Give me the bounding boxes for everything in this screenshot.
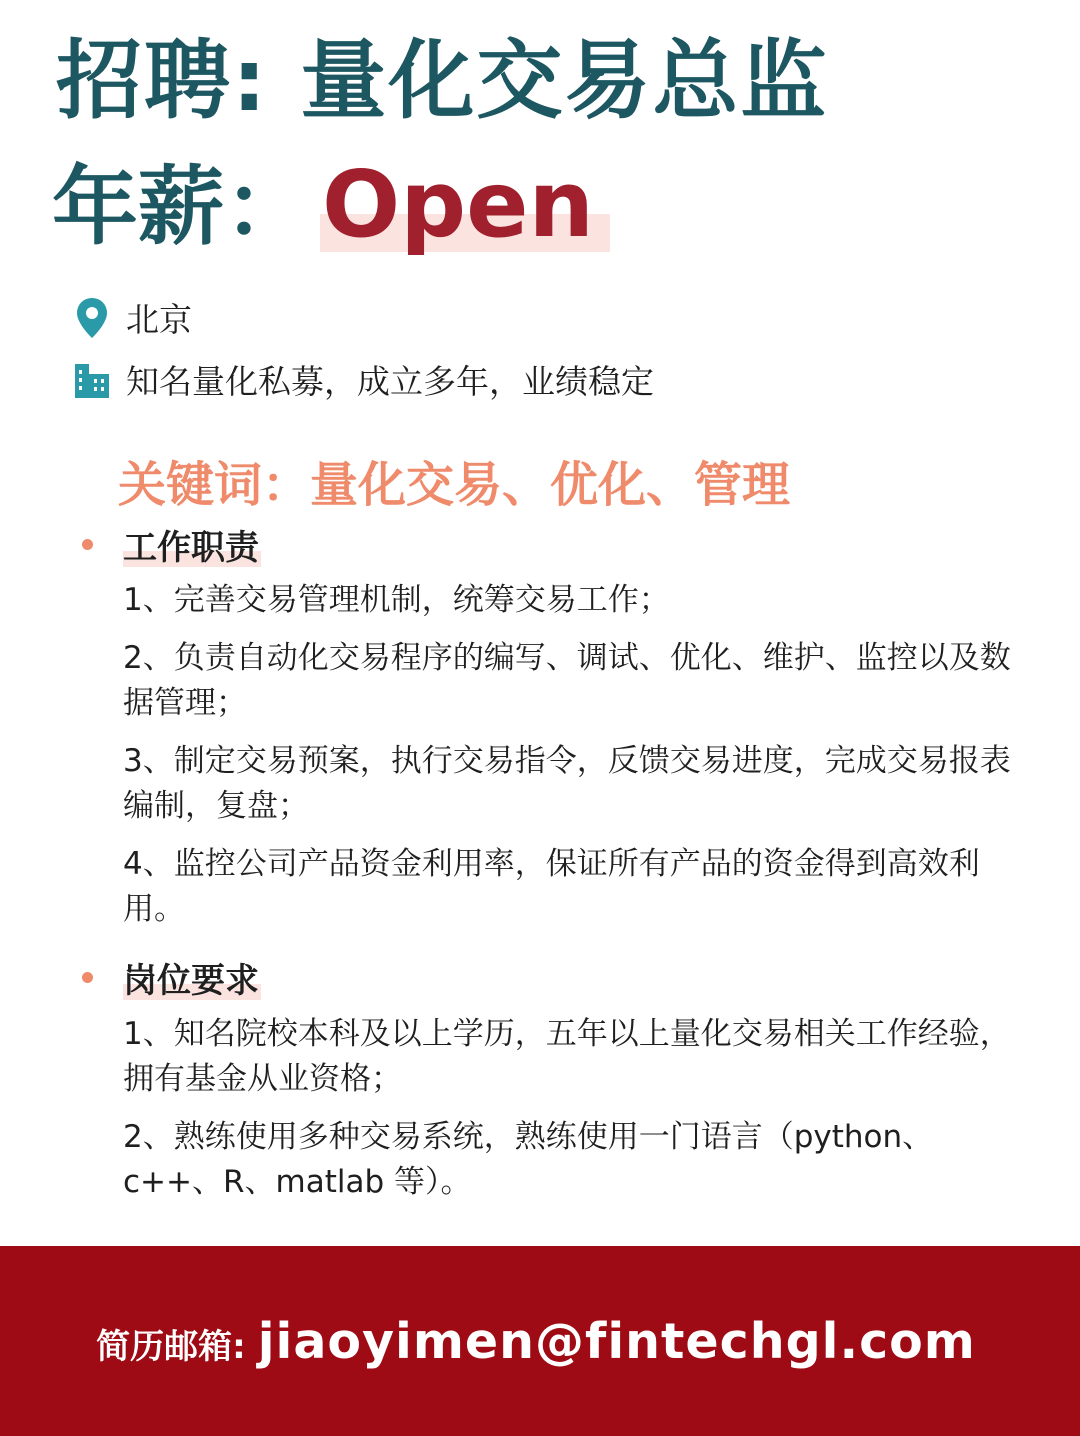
location-text: 北京: [126, 300, 192, 339]
list-item: 1、完善交易管理机制，统筹交易工作；: [123, 582, 670, 618]
list-item: 2、负责自动化交易程序的编写、调试、优化、维护、监控以及数据管理；: [123, 640, 1011, 721]
list-item: 4、监控公司产品资金利用率，保证所有产品的资金得到高效利用。: [123, 846, 980, 927]
keywords-line: 关键词：量化交易、优化、管理: [118, 457, 791, 513]
resume-email-label: 简历邮箱:: [96, 1326, 246, 1367]
page-title: 招聘: 量化交易总监: [56, 31, 829, 131]
location-row: [72, 294, 192, 341]
responsibilities-list: [123, 578, 1023, 945]
requirements-list: [123, 1012, 1023, 1218]
bullet-dot-icon: [82, 539, 93, 550]
responsibilities-heading: [82, 520, 259, 569]
company-row: [72, 356, 654, 403]
footer-banner: [0, 1246, 1080, 1436]
responsibilities-title: 工作职责: [123, 528, 259, 568]
building-icon: [72, 358, 112, 402]
list-item: 2、熟练使用多种交易系统，熟练使用一门语言（python、c++、R、matlab 等）。: [123, 1119, 934, 1200]
list-item: 3、制定交易预案，执行交易指令，反馈交易进度，完成交易报表编制，复盘；: [123, 743, 1011, 824]
company-text: 知名量化私募，成立多年，业绩稳定: [126, 362, 654, 401]
requirements-heading: [82, 953, 259, 1002]
bullet-dot-icon: [82, 972, 93, 983]
resume-email-link[interactable]: jiaoyimen@fintechgl.com: [257, 1312, 976, 1370]
salary-value-wrap: [322, 150, 594, 262]
requirements-title: 岗位要求: [123, 961, 259, 1001]
map-pin-icon: [72, 296, 112, 340]
salary-value: Open: [322, 151, 594, 258]
salary-line: [52, 150, 594, 262]
salary-label: 年薪：: [52, 157, 310, 257]
list-item: 1、知名院校本科及以上学历，五年以上量化交易相关工作经验，拥有基金从业资格；: [123, 1016, 1011, 1097]
